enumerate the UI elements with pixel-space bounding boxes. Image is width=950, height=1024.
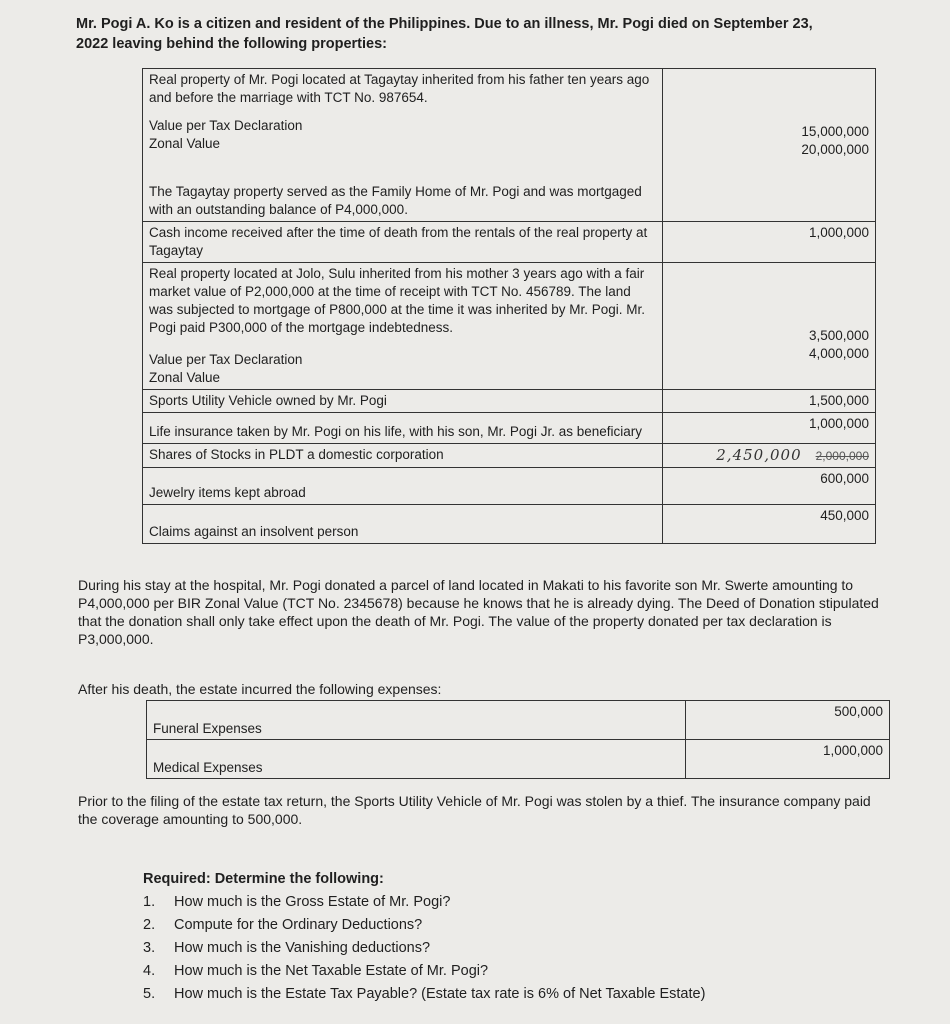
list-item: [143, 937, 783, 960]
jewelry-value: 600,000: [663, 468, 876, 505]
table-row: [147, 740, 890, 779]
tagaytay-taxdec-label: Value per Tax Declaration: [149, 118, 303, 133]
life-value: 1,000,000: [663, 413, 876, 444]
required-section: [143, 868, 783, 1006]
item-text: How much is the Net Taxable Estate of Mr. Pogi?: [174, 963, 489, 979]
tagaytay-values: [663, 69, 876, 222]
table-row: [143, 413, 876, 444]
tagaytay-title: Real property of Mr. Pogi located at Tagaytay inherited from his father ten years ago and before the marriage with TCT No. 987654.: [149, 72, 650, 105]
list-item: [143, 983, 783, 1006]
shares-label: Shares of Stocks in PLDT a domestic corporation: [143, 444, 663, 468]
required-heading: Required: Determine the following:: [143, 871, 384, 887]
family-home-note: The Tagaytay property served as the Family Home of Mr. Pogi and was mortgaged with an outstanding balance of P4,000,000.: [149, 184, 642, 217]
list-item: [143, 914, 783, 937]
table-row: [143, 444, 876, 468]
item-text: Compute for the Ordinary Deductions?: [174, 917, 423, 933]
expense-label: Medical Expenses: [147, 740, 686, 779]
jewelry-label: Jewelry items kept abroad: [143, 468, 663, 505]
jolo-zonal-value: 4,000,000: [808, 346, 869, 361]
properties-table: [142, 68, 876, 544]
rentals-value: 1,000,000: [663, 222, 876, 263]
expense-value: 500,000: [686, 701, 890, 740]
expense-value: 1,000,000: [686, 740, 890, 779]
jolo-taxdec-label: Value per Tax Declaration: [149, 352, 303, 367]
life-label: Life insurance taken by Mr. Pogi on his life, with his son, Mr. Pogi Jr. as beneficiary: [143, 413, 663, 444]
required-list: [143, 891, 783, 1006]
handwritten-shares-value: 2,450,000: [716, 446, 802, 464]
item-number: 1.: [143, 894, 156, 910]
expenses-table: [146, 700, 890, 779]
claims-label: Claims against an insolvent person: [143, 505, 663, 544]
jolo-cell: [143, 263, 663, 390]
donation-paragraph: During his stay at the hospital, Mr. Pogi donated a parcel of land located in Makati to his favorite son Mr. Swerte amounting to P4,000,000 per BIR Zonal Value (TCT No. 2345678) because he knows that he is already dying. The Deed of Donation stipulated that the donation shall only take effect upon the death of Mr. Pogi. The value of the property donated per tax declaration is P3,000,000.: [78, 577, 879, 647]
item-text: How much is the Vanishing deductions?: [174, 940, 431, 956]
rentals-label: Cash income received after the time of death from the rentals of the real property at Tagaytay: [143, 222, 663, 263]
expenses-intro: After his death, the estate incurred the following expenses:: [78, 681, 442, 697]
expense-label: Funeral Expenses: [147, 701, 686, 740]
tagaytay-zonal-label: Zonal Value: [149, 136, 221, 151]
item-number: 4.: [143, 963, 156, 979]
jolo-taxdec-value: 3,500,000: [808, 328, 869, 343]
tagaytay-taxdec-value: 15,000,000: [801, 124, 869, 139]
table-row: [143, 390, 876, 413]
list-item: [143, 891, 783, 914]
suv-label: Sports Utility Vehicle owned by Mr. Pogi: [143, 390, 663, 413]
tagaytay-zonal-value: 20,000,000: [801, 142, 869, 157]
jolo-title: Real property located at Jolo, Sulu inherited from his mother 3 years ago with a fair market value of P2,000,000 at the time of receipt with TCT No. 456789. The land was subjected to mortgage of P800,000 at the time it was inherited by Mr. Pogi. Mr. Pogi paid P300,000 of the mortgage indebtedness.: [149, 266, 646, 335]
table-row: [143, 222, 876, 263]
jolo-values: [663, 263, 876, 390]
tagaytay-cell: [143, 69, 663, 222]
table-row: [143, 263, 876, 390]
intro-paragraph: Mr. Pogi A. Ko is a citizen and resident of the Philippines. Due to an illness, Mr. Pogi died on September 23, 2022 leaving behind the following properties:: [76, 16, 813, 52]
shares-value: [663, 444, 876, 468]
list-item: [143, 960, 783, 983]
item-number: 2.: [143, 917, 156, 933]
table-row: [143, 505, 876, 544]
suv-paragraph: Prior to the filing of the estate tax return, the Sports Utility Vehicle of Mr. Pogi was stolen by a thief. The insurance company paid the coverage amounting to 500,000.: [78, 793, 871, 827]
item-text: How much is the Estate Tax Payable? (Estate tax rate is 6% of Net Taxable Estate): [174, 986, 706, 1002]
struck-shares-value: 2,000,000: [815, 449, 869, 463]
item-text: How much is the Gross Estate of Mr. Pogi?: [174, 894, 451, 910]
claims-value: 450,000: [663, 505, 876, 544]
item-number: 3.: [143, 940, 156, 956]
item-number: 5.: [143, 986, 156, 1002]
suv-value: 1,500,000: [663, 390, 876, 413]
table-row: [143, 69, 876, 222]
table-row: [143, 468, 876, 505]
jolo-zonal-label: Zonal Value: [149, 370, 221, 385]
table-row: [147, 701, 890, 740]
